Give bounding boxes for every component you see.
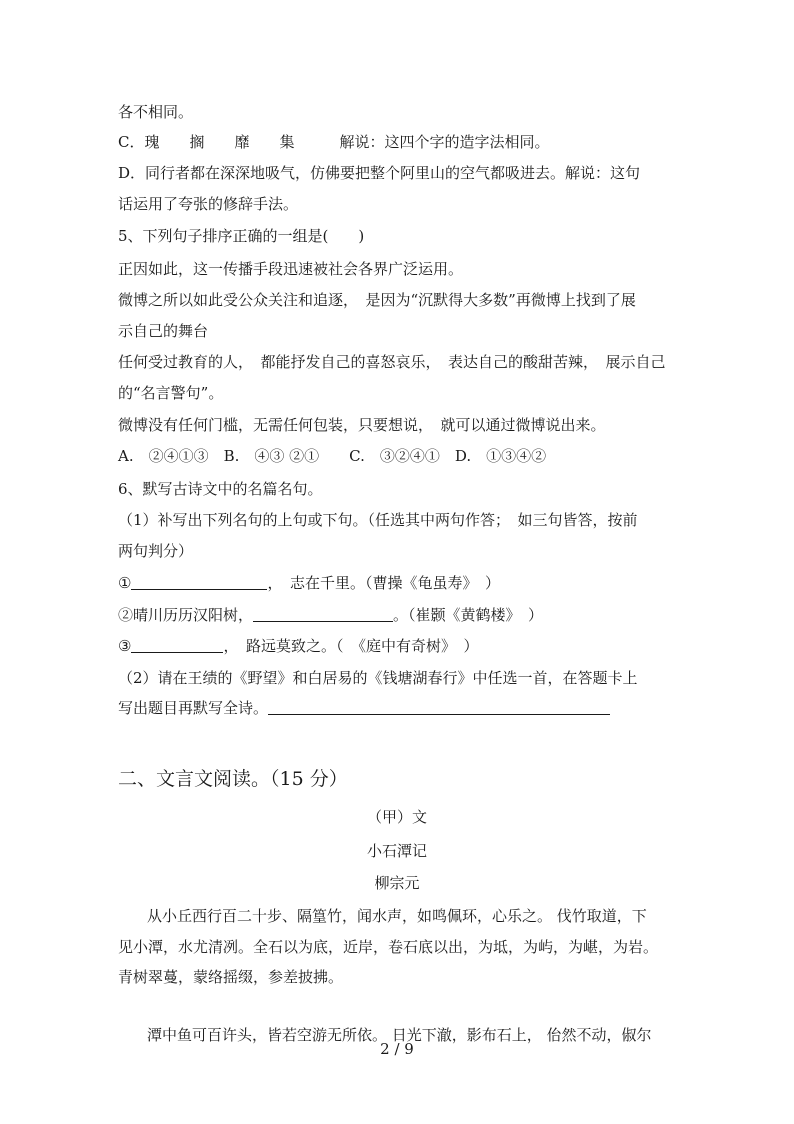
section-heading: 二、文言文阅读。（15 分） — [118, 768, 348, 790]
text-line: 示自己的舞台 — [118, 322, 209, 340]
passage-author: 柳宗元 — [374, 874, 420, 892]
sentence-3: 任何受过教育的人， 都能抒发自己的喜怒哀乐， 表达自己的酸甜苦辣， 展示自己 — [118, 353, 666, 371]
answer-blank[interactable] — [131, 574, 267, 590]
answer-blank[interactable] — [253, 606, 393, 622]
passage-line: 青树翠蔓，蒙络摇缀，参差披拂。 — [118, 968, 344, 986]
text-line: 两句判分） — [118, 542, 194, 560]
passage-label: （甲）文 — [366, 808, 427, 826]
passage-line: 从小丘西行百二十步、隔篁竹，闻水声，如鸣佩环，心乐之。 伐竹取道，下 — [147, 907, 647, 925]
subquestion-2: （2）请在王绩的《野望》和白居易的《钱塘湖春行》中任选一首，在答题卡上 — [118, 669, 638, 687]
option-c: C．瑰 搁 靡 集 解说：这四个字的造字法相同。 — [118, 133, 550, 151]
fill-suffix: ， 路远莫致之。（ 《庭中有奇树》 ） — [223, 637, 479, 655]
page-number: 2 / 9 — [380, 1040, 414, 1058]
passage-line: 见小潭，水尤清冽。全石以为底，近岸，卷石底以出，为坻，为屿，为嵁，为岩。 — [118, 938, 659, 956]
subquestion-1: （1）补写出下列名句的上句或下句。（任选其中两句作答； 如三句皆答，按前 — [118, 511, 638, 529]
option-d: D．同行者都在深深地吸气，仿佛要把整个阿里山的空气都吸进去。解说：这句 — [118, 164, 641, 182]
answer-blank[interactable] — [131, 637, 223, 653]
passage-title: 小石潭记 — [366, 842, 427, 860]
text-line: 的“名言警句”。 — [118, 384, 224, 402]
fill-prefix: ① — [118, 574, 132, 592]
fill-line-4 — [118, 697, 684, 719]
question-5: 5、下列句子排序正确的一组是( ) — [118, 227, 365, 245]
fill-prefix: ②晴川历历汉阳树， — [118, 606, 254, 624]
fill-prefix: 写出题目再默写全诗。 — [118, 699, 269, 717]
text-line: 各不相同。 — [118, 103, 194, 121]
text-line: 话运用了夸张的修辞手法。 — [118, 195, 299, 213]
answer-options: A. ②④①③ B. ④③ ②① C. ③②④① D. ①③④② — [118, 447, 547, 465]
sentence-2: 微博之所以如此受公众关注和追逐， 是因为“沉默得大多数”再微博上找到了展 — [118, 291, 636, 309]
fill-line-2 — [118, 604, 684, 626]
fill-line-3 — [118, 635, 684, 657]
sentence-4: 微博没有任何门槛，无需任何包装，只要想说， 就可以通过微博说出来。 — [118, 416, 606, 434]
passage-line: 潭中鱼可百许头，皆若空游无所依。 日光下澈，影布石上， 佁然不动，俶尔 — [147, 1026, 652, 1044]
fill-suffix: 。（崔颢《黄鹤楼》 ） — [393, 606, 544, 624]
sentence-1: 正因如此，这一传播手段迅速被社会各界广泛运用。 — [118, 260, 464, 278]
fill-suffix: ， 志在千里。（曹操《龟虽寿》 ） — [267, 574, 500, 592]
question-6: 6、默写古诗文中的名篇名句。 — [118, 480, 323, 498]
fill-prefix: ③ — [118, 637, 132, 655]
answer-blank[interactable] — [268, 699, 610, 715]
fill-line-1 — [118, 572, 684, 594]
